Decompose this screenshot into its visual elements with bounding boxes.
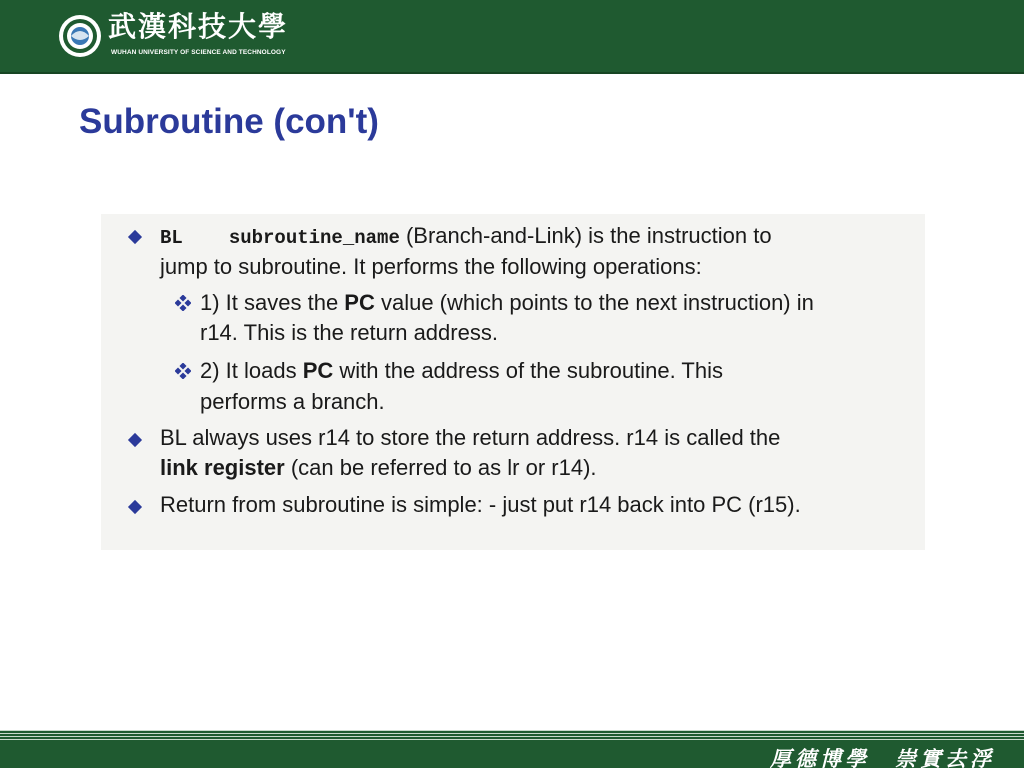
sub-bullet-1-line-1: 1) It saves the PC value (which points to the next instruction) in — [200, 290, 814, 315]
bullet-2-line-2: link register (can be referred to as lr or r14). — [160, 455, 597, 480]
sub-bullet-2-line-2: performs a branch. — [200, 389, 385, 414]
footer-stripes — [0, 730, 1024, 740]
bullet-2-line-1: BL always uses r14 to store the return address. r14 is called the — [160, 425, 781, 450]
bullet-1-line-2: jump to subroutine. It performs the following operations: — [160, 254, 702, 279]
code-instruction: BL — [160, 227, 183, 249]
sub-bullet-diamond-icon — [175, 295, 191, 311]
bullet-1-line-1: BL subroutine_name (Branch-and-Link) is the instruction to — [160, 223, 772, 249]
bullet-3-line-1: Return from subroutine is simple: - just put r14 back into PC (r15). — [160, 492, 801, 517]
university-name-english: WUHAN UNIVERSITY OF SCIENCE AND TECHNOLOGY — [111, 49, 286, 56]
header-bar — [0, 0, 1024, 74]
bullet-diamond-icon — [128, 433, 142, 447]
bullet-diamond-icon — [128, 230, 142, 244]
university-motto: 厚德博學 崇實去浮 — [770, 746, 995, 771]
sub-bullet-2-line-1: 2) It loads PC with the address of the subroutine. This — [200, 358, 723, 383]
bullet-diamond-icon — [128, 500, 142, 514]
sub-bullet-1-line-2: r14. This is the return address. — [200, 320, 498, 345]
footer-bar — [0, 730, 1024, 771]
content-panel — [101, 214, 925, 550]
university-emblem-icon — [58, 14, 102, 58]
university-name-chinese: 武漢科技大學 — [108, 10, 289, 43]
sub-bullet-diamond-icon — [175, 363, 191, 379]
slide-title: Subroutine (con't) — [79, 102, 379, 141]
code-operand: subroutine_name — [228, 227, 400, 249]
